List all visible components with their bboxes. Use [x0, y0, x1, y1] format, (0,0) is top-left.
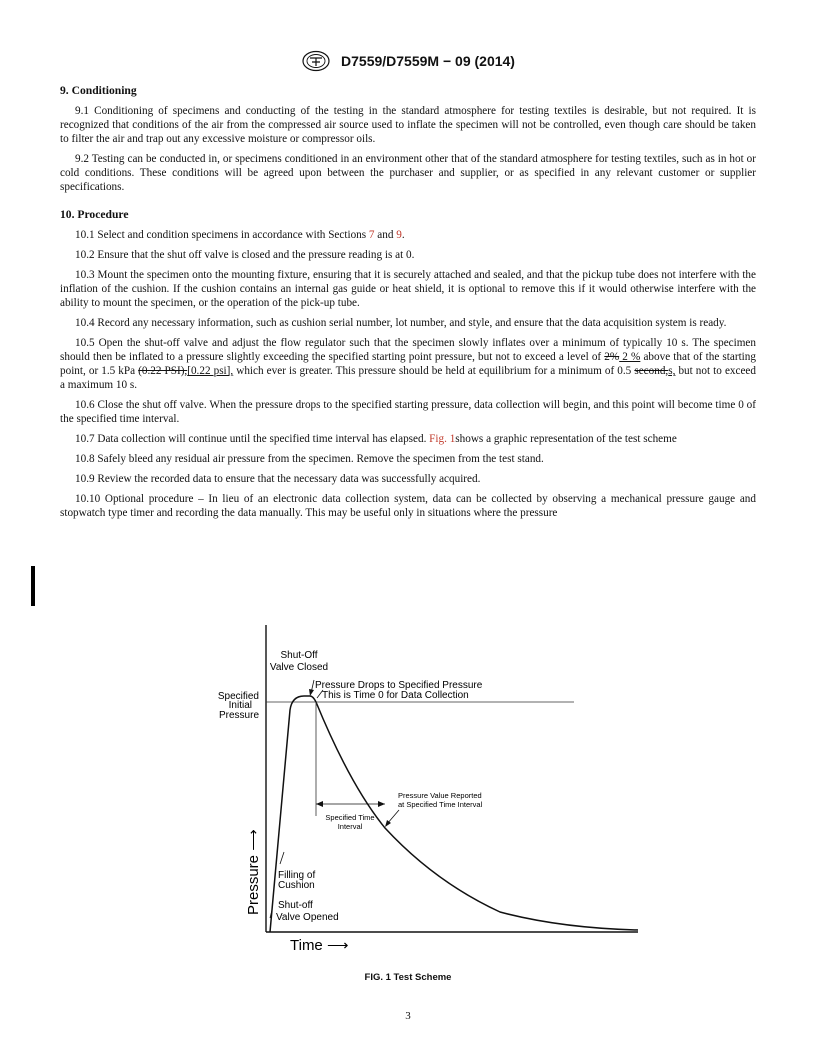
filling-cushion-label: Cushion: [278, 880, 315, 891]
pressure-drops-label: This is Time 0 for Data Collection: [322, 690, 469, 701]
figure-1-link[interactable]: Fig. 1: [429, 433, 456, 445]
pressure-reported-label: at Specified Time Interval: [398, 800, 483, 809]
paragraph-10-2: 10.2 Ensure that the shut off valve is closed and the pressure reading is at 0.: [75, 249, 415, 261]
inserted-text: 2 %: [619, 351, 641, 363]
section-heading-procedure: 10. Procedure: [60, 208, 129, 221]
inserted-text: s,: [668, 365, 676, 377]
section-heading-conditioning: 9. Conditioning: [60, 84, 137, 97]
shutoff-closed-label: Shut-Off: [280, 650, 318, 661]
paragraph-10-1: 10.1 Select and condition specimens in accordance with Sections 7 and 9.: [75, 229, 405, 241]
test-scheme-figure: [200, 620, 640, 950]
valve-opened-label: Shut-off: [278, 900, 313, 911]
specified-pressure-label: Initial: [228, 700, 252, 711]
figure-caption: FIG. 1 Test Scheme: [364, 972, 452, 983]
specified-pressure-label: Specified: [217, 691, 259, 702]
standard-designation: D7559/D7559M − 09 (2014): [341, 53, 515, 69]
section-9-link[interactable]: 9: [396, 229, 402, 241]
paragraph-10-9: 10.9 Review the recorded data to ensure that the necessary data was successfully acquired.: [75, 473, 481, 485]
paragraph-9-1: 9.1 Conditioning of specimens and conducting of the testing in the standard atmosphere for testing textiles is desirable, but not required. It is recognized that conditions of the air from the compressed air source used to inflate the specimen will not be controlled, even though care should be taken to filter the air and trap out any excessive moisture or compressor oils.: [60, 105, 756, 145]
x-axis-label: Time ⟶: [290, 937, 349, 950]
inserted-text: [0.22 psi],: [187, 365, 234, 377]
paragraph-9-2: 9.2 Testing can be conducted in, or specimens conditioned in an environment other that of the standard atmosphere for testing textiles, such as in hot or cold conditions. These conditions will be agreed upon between the purchaser and supplier, or as specified in any relevant customer or supplier specifications.: [60, 153, 756, 193]
paragraph-10-6: 10.6 Close the shut off valve. When the pressure drops to the specified starting pressure, data collection will begin, and this point will become time 0 of the specified time interval.: [60, 399, 756, 425]
page-header: [0, 50, 816, 72]
specified-pressure-label: Pressure: [218, 710, 259, 721]
paragraph-10-4: 10.4 Record any necessary information, such as cushion serial number, lot number, and style, and ensure that the data acquisition system is ready.: [75, 317, 727, 329]
paragraph-10-7: 10.7 Data collection will continue until the specified time interval has elapsed. Fig. 1shows a graphic representation of the test scheme: [75, 433, 677, 445]
document-body: [60, 84, 756, 526]
page-number: 3: [405, 1010, 411, 1022]
deleted-text: (0.22 PSI),: [138, 365, 188, 377]
deleted-text: 2%: [604, 351, 620, 363]
y-axis-label: Pressure ⟶: [245, 829, 262, 915]
paragraph-10-3: 10.3 Mount the specimen onto the mounting fixture, ensuring that it is securely attached and sealed, and that the pickup tube does not interfere with the inflation of the cushion. If the cushion contains an internal gas guide or heat shield, it is optional to remove this if it would otherwise interfere with the ability to mount the specimen, or the operation of the pick-up tube.: [60, 269, 756, 309]
section-7-link[interactable]: 7: [368, 229, 375, 241]
shutoff-closed-label: Valve Closed: [269, 662, 329, 673]
pressure-reported-label: Pressure Value Reported: [398, 791, 482, 800]
filling-cushion-label: Filling of: [278, 870, 316, 881]
paragraph-10-10: 10.10 Optional procedure – In lieu of an electronic data collection system, data can be collected by observing a mechanical pressure gauge and stopwatch type timer and recording the data manually. This may be useful only in situations where the pressure: [60, 493, 756, 519]
time-interval-label: Interval: [337, 822, 363, 831]
deleted-text: second,: [634, 365, 669, 377]
test-scheme-diagram: [200, 620, 640, 950]
revision-change-bar: [31, 566, 35, 606]
astm-logo-icon: [301, 50, 331, 72]
pressure-drops-label: Pressure Drops to Specified Pressure: [315, 680, 483, 691]
paragraph-10-8: 10.8 Safely bleed any residual air pressure from the specimen. Remove the specimen from the test stand.: [75, 453, 544, 465]
paragraph-10-5: 10.5 Open the shut-off valve and adjust the flow regulator such that the specimen slowly inflates over a minimum of typically 10 s. The specimen should then be inflated to a pressure slightly exceeding the specified starting point pressure, but not to exceed a level of 2% 2 % above that of the starting point, or 1.5 kPa (0.22 PSI),[0.22 psi], which ever is greater. This pressure should be held at equilibrium for a minimum of 0.5 second,s, but not to exceed a maximum 10 s.: [60, 337, 756, 391]
valve-opened-label: Valve Opened: [276, 912, 339, 923]
time-interval-label: Specified Time: [325, 813, 375, 822]
